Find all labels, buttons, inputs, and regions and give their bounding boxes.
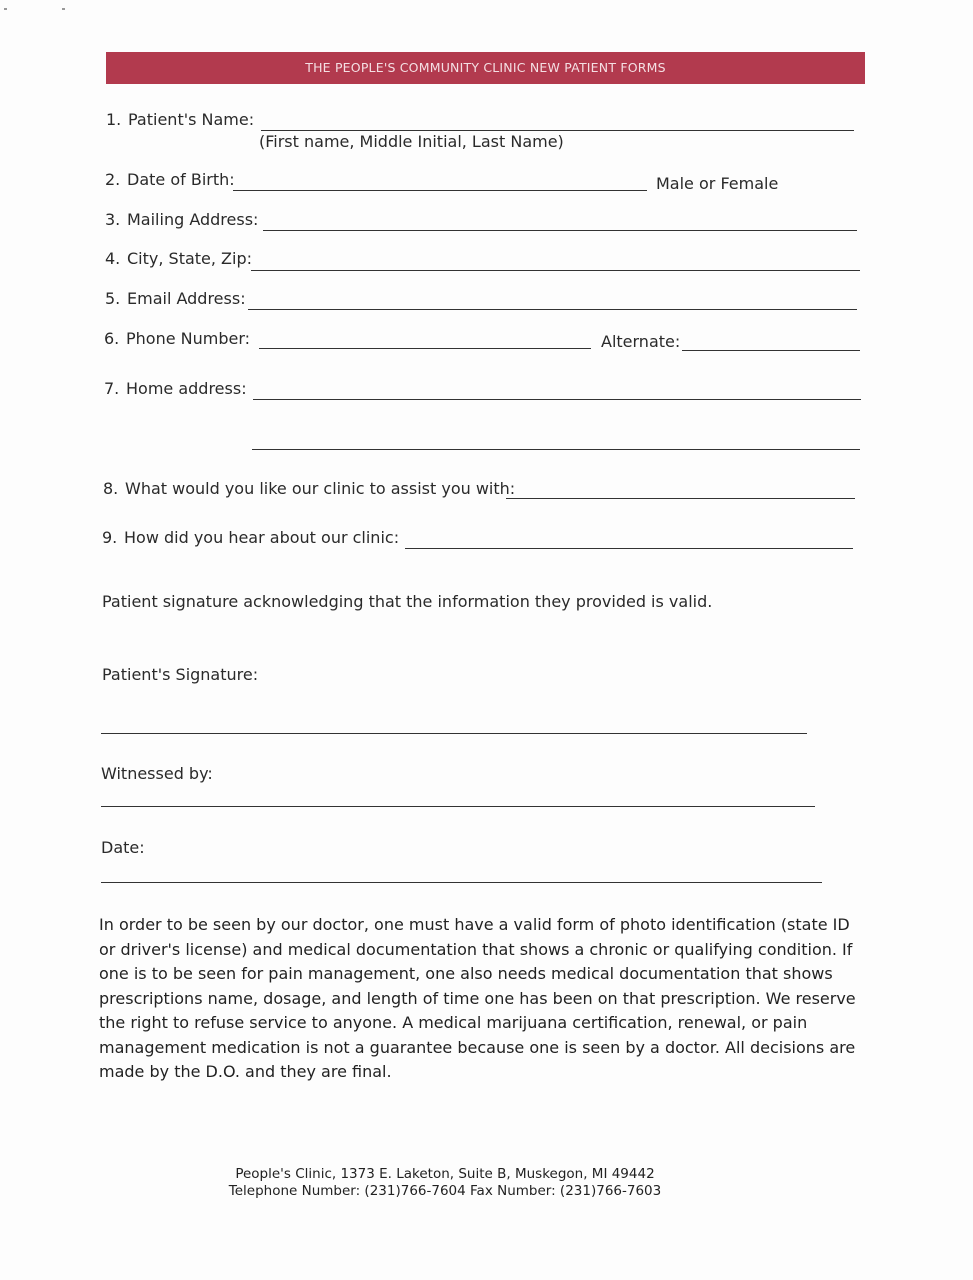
dob-line[interactable] xyxy=(233,190,647,191)
email-line[interactable] xyxy=(248,309,857,310)
field-phone-label: 6. Phone Number: xyxy=(104,329,251,348)
scan-speck xyxy=(4,8,7,10)
patient-name-line[interactable] xyxy=(261,130,854,131)
field-assist-label: 8. What would you like our clinic to assist you with: xyxy=(103,479,516,498)
city-state-zip-line[interactable] xyxy=(251,270,860,271)
patient-name-hint: (First name, Middle Initial, Last Name) xyxy=(259,132,564,151)
field-home-address-label: 7. Home address: xyxy=(104,379,247,398)
scan-speck xyxy=(62,8,65,10)
date-line[interactable] xyxy=(101,882,822,883)
alternate-phone-label: Alternate: xyxy=(601,332,681,351)
home-address-line-2[interactable] xyxy=(252,449,860,450)
field-email-label: 5. Email Address: xyxy=(105,289,246,308)
field-city-state-zip-label: 4. City, State, Zip: xyxy=(105,249,253,268)
date-label: Date: xyxy=(101,838,145,857)
home-address-line-1[interactable] xyxy=(253,399,861,400)
footer-phones: Telephone Number: (231)766-7604 Fax Number: (231)766-7603 xyxy=(228,1183,662,1199)
mailing-address-line[interactable] xyxy=(263,230,857,231)
sex-choice-text: Male or Female xyxy=(656,174,779,193)
form-header-banner: THE PEOPLE'S COMMUNITY CLINIC NEW PATIENT FORMS xyxy=(106,52,865,84)
assist-line[interactable] xyxy=(506,498,855,499)
referral-line[interactable] xyxy=(405,548,853,549)
phone-line[interactable] xyxy=(259,348,591,349)
footer-address: People's Clinic, 1373 E. Laketon, Suite B, Muskegon, MI 49442 xyxy=(235,1166,655,1182)
clinic-footer xyxy=(0,1166,890,1200)
field-referral-label: 9. How did you hear about our clinic: xyxy=(102,528,400,547)
field-patient-name-label: 1. Patient's Name: xyxy=(106,110,255,129)
field-dob-label: 2. Date of Birth: xyxy=(105,170,235,189)
alternate-phone-line[interactable] xyxy=(682,350,860,351)
patient-signature-label: Patient's Signature: xyxy=(102,665,259,684)
witness-signature-line[interactable] xyxy=(101,806,815,807)
acknowledgement-text: Patient signature acknowledging that the information they provided is valid. xyxy=(102,592,713,611)
field-mailing-address-label: 3. Mailing Address: xyxy=(105,210,259,229)
policy-paragraph: In order to be seen by our doctor, one must have a valid form of photo identification (state ID or driver's license) and medical documentation that shows a chronic or qualifying condition. If one is to be seen for pain management, one also needs medical documentation that shows prescriptions name, dosage, and length of time one has been on that prescription. We reserve the right to refuse service to anyone. A medical marijuana certification, renewal, or pain management medication is not a guarantee because one is seen by a doctor. All decisions are made by the D.O. and they are final. xyxy=(99,915,856,1081)
witness-label: Witnessed by: xyxy=(101,764,213,783)
patient-signature-line[interactable] xyxy=(101,733,807,734)
